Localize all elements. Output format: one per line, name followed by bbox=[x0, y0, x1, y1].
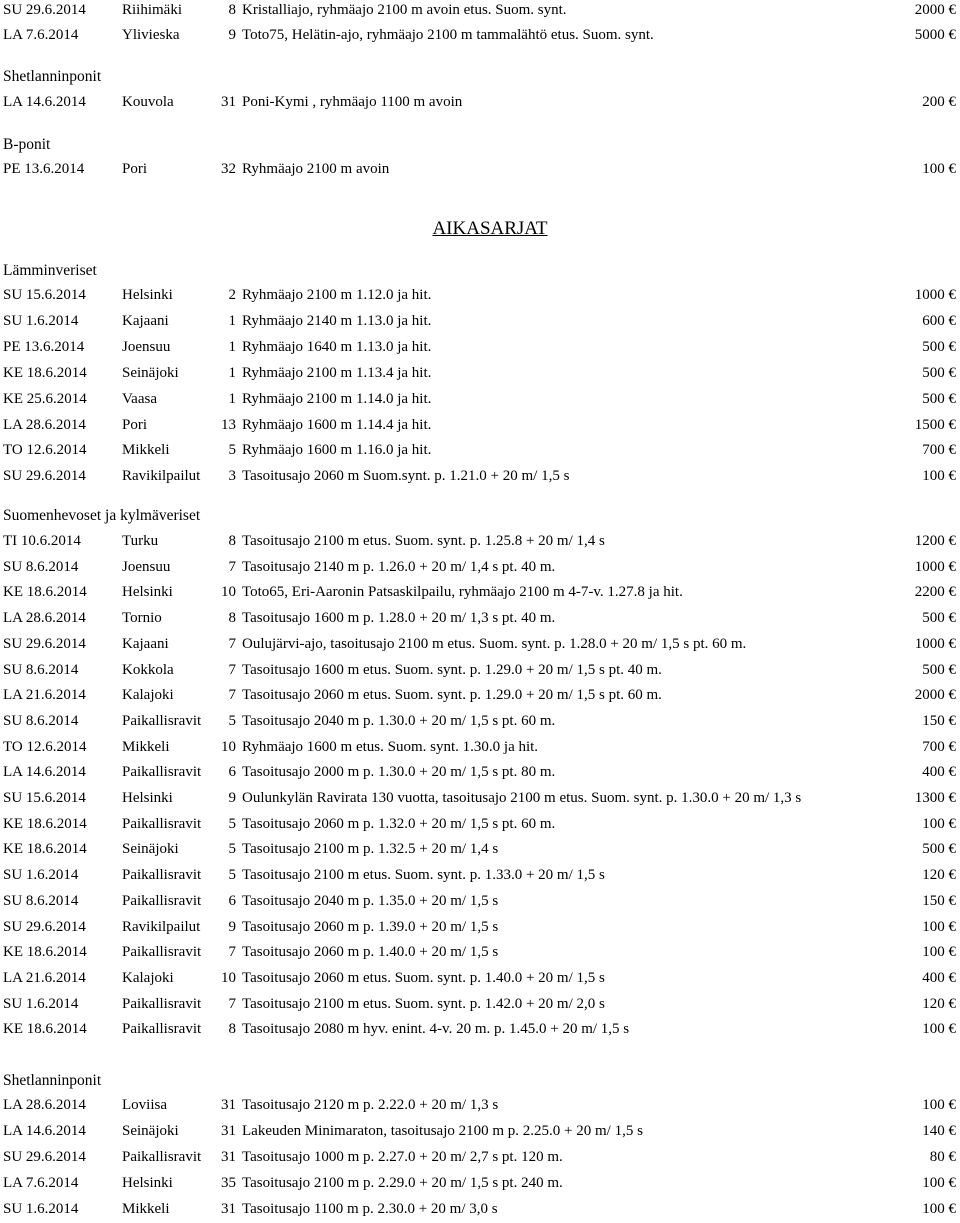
race-description: Tasoitusajo 2100 m p. 2.29.0 + 20 m/ 1,5 s pt. 240 m. bbox=[242, 1175, 563, 1191]
race-number: 7 bbox=[228, 944, 236, 961]
race-number: 7 bbox=[228, 687, 236, 704]
race-place: Kalajoki bbox=[122, 969, 174, 986]
race-number: 1 bbox=[228, 390, 236, 407]
race-prize: 500 € bbox=[922, 390, 956, 407]
race-place: Mikkeli bbox=[122, 1201, 170, 1217]
race-description: Tasoitusajo 2100 m p. 1.32.5 + 20 m/ 1,4 s bbox=[242, 841, 499, 858]
race-number: 8 bbox=[228, 2, 236, 18]
table-row bbox=[0, 737, 960, 761]
section-title-shetlanninponit: Shetlanninponit bbox=[3, 68, 102, 85]
race-place: Paikallisravit bbox=[122, 815, 202, 832]
race-description: Ryhmäajo 1640 m 1.13.0 ja hit. bbox=[242, 338, 432, 355]
race-prize: 150 € bbox=[922, 712, 956, 729]
race-description: Tasoitusajo 2040 m p. 1.35.0 + 20 m/ 1,5 s bbox=[242, 892, 499, 909]
race-description: Ryhmäajo 1600 m etus. Suom. synt. 1.30.0 ja hit. bbox=[242, 738, 539, 755]
table-row bbox=[0, 762, 960, 786]
race-description: Ryhmäajo 2100 m 1.14.0 ja hit. bbox=[242, 390, 432, 407]
race-description: Toto75, Helätin-ajo, ryhmäajo 2100 m tammalähtö etus. Suom. synt. bbox=[242, 27, 654, 43]
race-date: TO 12.6.2014 bbox=[3, 442, 87, 459]
section-title-bponit: B-ponit bbox=[3, 136, 51, 153]
table-row bbox=[0, 557, 960, 581]
race-date: PE 13.6.2014 bbox=[3, 338, 85, 355]
table-row bbox=[0, 415, 960, 439]
race-place: Helsinki bbox=[122, 1175, 173, 1191]
race-prize: 140 € bbox=[922, 1123, 956, 1139]
race-number: 1 bbox=[228, 312, 236, 329]
race-date: SU 1.6.2014 bbox=[3, 995, 79, 1012]
race-prize: 500 € bbox=[922, 338, 956, 355]
table-row bbox=[0, 1121, 960, 1145]
heading-text: AIKASARJAT bbox=[432, 218, 548, 239]
race-place: Seinäjoki bbox=[122, 364, 179, 381]
race-place: Paikallisravit bbox=[122, 764, 202, 781]
table-row bbox=[0, 363, 960, 387]
race-place: Paikallisravit bbox=[122, 892, 202, 909]
race-date: LA 28.6.2014 bbox=[3, 610, 86, 627]
race-description: Tasoitusajo 2100 m etus. Suom. synt. p. 1.33.0 + 20 m/ 1,5 s bbox=[242, 867, 605, 884]
race-description: Tasoitusajo 2060 m etus. Suom. synt. p. 1.29.0 + 20 m/ 1,5 s pt. 60 m. bbox=[242, 687, 662, 704]
race-number: 6 bbox=[228, 764, 236, 781]
race-number: 35 bbox=[221, 1175, 236, 1191]
race-prize: 120 € bbox=[922, 867, 956, 884]
table-row bbox=[0, 788, 960, 812]
table-row bbox=[0, 0, 960, 24]
race-description: Tasoitusajo 1600 m p. 1.28.0 + 20 m/ 1,3 s pt. 40 m. bbox=[242, 610, 556, 627]
race-prize: 5000 € bbox=[914, 27, 956, 43]
race-number: 32 bbox=[221, 161, 236, 177]
race-place: Ravikilpailut bbox=[122, 918, 201, 935]
heading-aikasarjat bbox=[0, 217, 960, 241]
race-prize: 1500 € bbox=[914, 416, 956, 433]
race-number: 2 bbox=[228, 287, 236, 303]
race-prize: 1000 € bbox=[914, 558, 956, 575]
race-description: Lakeuden Minimaraton, tasoitusajo 2100 m p. 2.25.0 + 20 m/ 1,5 s bbox=[242, 1123, 643, 1139]
race-date: SU 29.6.2014 bbox=[3, 468, 86, 485]
race-date: SU 1.6.2014 bbox=[3, 867, 79, 884]
race-date: LA 28.6.2014 bbox=[3, 416, 86, 433]
race-description: Tasoitusajo 1100 m p. 2.30.0 + 20 m/ 3,0 s bbox=[242, 1201, 498, 1217]
race-place: Paikallisravit bbox=[122, 1149, 202, 1165]
table-row bbox=[0, 466, 960, 490]
race-date: LA 21.6.2014 bbox=[3, 687, 86, 704]
table-row bbox=[0, 891, 960, 915]
race-prize: 2200 € bbox=[914, 584, 956, 601]
race-place: Tornio bbox=[122, 610, 162, 627]
table-row bbox=[0, 1199, 960, 1223]
race-prize: 100 € bbox=[922, 161, 956, 177]
race-place: Vaasa bbox=[122, 390, 157, 407]
race-date: SU 29.6.2014 bbox=[3, 918, 86, 935]
table-row bbox=[0, 1173, 960, 1197]
table-row bbox=[0, 942, 960, 966]
race-description: Tasoitusajo 1000 m p. 2.27.0 + 20 m/ 2,7 s pt. 120 m. bbox=[242, 1149, 563, 1165]
race-prize: 500 € bbox=[922, 364, 956, 381]
race-prize: 100 € bbox=[922, 815, 956, 832]
race-prize: 1000 € bbox=[914, 635, 956, 652]
section-title-lamminveriset: Lämminveriset bbox=[3, 262, 97, 279]
race-prize: 1000 € bbox=[914, 287, 956, 303]
race-place: Seinäjoki bbox=[122, 841, 179, 858]
race-prize: 100 € bbox=[922, 1097, 956, 1113]
race-place: Riihimäki bbox=[122, 2, 182, 18]
race-date: SU 29.6.2014 bbox=[3, 635, 86, 652]
race-date: KE 18.6.2014 bbox=[3, 364, 87, 381]
table-row bbox=[0, 685, 960, 709]
table-row bbox=[0, 1095, 960, 1119]
race-date: LA 14.6.2014 bbox=[3, 764, 86, 781]
race-number: 10 bbox=[221, 969, 236, 986]
race-place: Kajaani bbox=[122, 312, 169, 329]
race-date: SU 15.6.2014 bbox=[3, 790, 86, 806]
race-place: Pori bbox=[122, 161, 148, 177]
race-date: LA 21.6.2014 bbox=[3, 969, 86, 986]
race-date: KE 25.6.2014 bbox=[3, 390, 87, 407]
race-number: 7 bbox=[228, 635, 236, 652]
race-description: Tasoitusajo 2140 m p. 1.26.0 + 20 m/ 1,4 s pt. 40 m. bbox=[242, 558, 556, 575]
race-place: Ravikilpailut bbox=[122, 468, 201, 485]
race-prize: 100 € bbox=[922, 1175, 956, 1191]
race-place: Kajaani bbox=[122, 635, 169, 652]
race-number: 7 bbox=[228, 661, 236, 678]
race-place: Turku bbox=[122, 533, 159, 549]
race-number: 31 bbox=[221, 1149, 236, 1165]
race-date: SU 1.6.2014 bbox=[3, 1201, 79, 1217]
race-date: LA 7.6.2014 bbox=[3, 1175, 79, 1191]
table-row bbox=[0, 917, 960, 941]
race-description: Tasoitusajo 2120 m p. 2.22.0 + 20 m/ 1,3 s bbox=[242, 1097, 499, 1113]
table-row bbox=[0, 839, 960, 863]
race-prize: 500 € bbox=[922, 610, 956, 627]
race-number: 5 bbox=[228, 815, 236, 832]
race-place: Mikkeli bbox=[122, 442, 170, 459]
table-row bbox=[0, 311, 960, 335]
race-number: 31 bbox=[221, 1201, 236, 1217]
race-place: Paikallisravit bbox=[122, 1021, 202, 1038]
race-place: Joensuu bbox=[122, 558, 171, 575]
table-row bbox=[0, 634, 960, 658]
race-prize: 1300 € bbox=[914, 790, 956, 806]
race-prize: 120 € bbox=[922, 995, 956, 1012]
race-description: Tasoitusajo 2100 m etus. Suom. synt. p. 1.25.8 + 20 m/ 1,4 s bbox=[242, 533, 605, 549]
race-place: Seinäjoki bbox=[122, 1123, 179, 1139]
race-date: SU 8.6.2014 bbox=[3, 661, 79, 678]
race-place: Paikallisravit bbox=[122, 712, 202, 729]
table-row bbox=[0, 814, 960, 838]
race-number: 7 bbox=[228, 995, 236, 1012]
race-place: Paikallisravit bbox=[122, 944, 202, 961]
table-row bbox=[0, 582, 960, 606]
table-row bbox=[0, 865, 960, 889]
table-row bbox=[0, 389, 960, 413]
race-prize: 100 € bbox=[922, 468, 956, 485]
race-prize: 150 € bbox=[922, 892, 956, 909]
race-prize: 400 € bbox=[922, 764, 956, 781]
race-place: Pori bbox=[122, 416, 148, 433]
race-place: Joensuu bbox=[122, 338, 171, 355]
race-description: Oulujärvi-ajo, tasoitusajo 2100 m etus. Suom. synt. p. 1.28.0 + 20 m/ 1,5 s pt. 60 m. bbox=[242, 635, 747, 652]
section-title-shetlanninponit-2: Shetlanninponit bbox=[3, 1072, 102, 1089]
table-row bbox=[0, 608, 960, 632]
race-description: Tasoitusajo 1600 m etus. Suom. synt. p. 1.29.0 + 20 m/ 1,5 s pt. 40 m. bbox=[242, 661, 662, 678]
race-place: Kouvola bbox=[122, 94, 174, 110]
race-date: SU 29.6.2014 bbox=[3, 1149, 86, 1165]
race-number: 7 bbox=[228, 558, 236, 575]
race-number: 9 bbox=[228, 27, 236, 43]
race-date: KE 18.6.2014 bbox=[3, 1021, 87, 1038]
race-number: 5 bbox=[228, 867, 236, 884]
race-prize: 100 € bbox=[922, 1021, 956, 1038]
race-description: Tasoitusajo 2060 m etus. Suom. synt. p. 1.40.0 + 20 m/ 1,5 s bbox=[242, 969, 605, 986]
race-date: KE 18.6.2014 bbox=[3, 815, 87, 832]
race-number: 31 bbox=[221, 1123, 236, 1139]
race-place: Mikkeli bbox=[122, 738, 170, 755]
race-date: SU 8.6.2014 bbox=[3, 892, 79, 909]
race-prize: 600 € bbox=[922, 312, 956, 329]
race-date: KE 18.6.2014 bbox=[3, 944, 87, 961]
race-description: Ryhmäajo 1600 m 1.16.0 ja hit. bbox=[242, 442, 432, 459]
race-description: Ryhmäajo 1600 m 1.14.4 ja hit. bbox=[242, 416, 432, 433]
table-row bbox=[0, 25, 960, 49]
race-date: LA 7.6.2014 bbox=[3, 27, 79, 43]
race-prize: 1200 € bbox=[914, 533, 956, 549]
race-place: Loviisa bbox=[122, 1097, 167, 1113]
race-prize: 200 € bbox=[922, 94, 956, 110]
table-row bbox=[0, 531, 960, 555]
table-row bbox=[0, 994, 960, 1018]
race-number: 13 bbox=[221, 416, 236, 433]
race-number: 9 bbox=[228, 918, 236, 935]
race-description: Tasoitusajo 2080 m hyv. enint. 4-v. 20 m. p. 1.45.0 + 20 m/ 1,5 s bbox=[242, 1021, 630, 1038]
table-row bbox=[0, 285, 960, 309]
race-description: Tasoitusajo 2000 m p. 1.30.0 + 20 m/ 1,5 s pt. 80 m. bbox=[242, 764, 556, 781]
table-row bbox=[0, 660, 960, 684]
race-number: 8 bbox=[228, 610, 236, 627]
race-date: LA 28.6.2014 bbox=[3, 1097, 86, 1113]
race-prize: 500 € bbox=[922, 841, 956, 858]
race-number: 5 bbox=[228, 712, 236, 729]
race-date: SU 1.6.2014 bbox=[3, 312, 79, 329]
race-prize: 100 € bbox=[922, 1201, 956, 1217]
race-date: KE 18.6.2014 bbox=[3, 841, 87, 858]
race-number: 31 bbox=[221, 1097, 236, 1113]
race-prize: 100 € bbox=[922, 944, 956, 961]
race-date: TO 12.6.2014 bbox=[3, 738, 87, 755]
race-prize: 2000 € bbox=[914, 2, 956, 18]
table-row bbox=[0, 1147, 960, 1171]
race-description: Kristalliajo, ryhmäajo 2100 m avoin etus. Suom. synt. bbox=[242, 2, 567, 18]
race-description: Toto65, Eri-Aaronin Patsaskilpailu, ryhmäajo 2100 m 4-7-v. 1.27.8 ja hit. bbox=[242, 584, 683, 601]
race-date: KE 18.6.2014 bbox=[3, 584, 87, 601]
table-row bbox=[0, 711, 960, 735]
race-description: Tasoitusajo 2060 m p. 1.39.0 + 20 m/ 1,5 s bbox=[242, 918, 499, 935]
race-number: 9 bbox=[228, 790, 236, 806]
race-description: Ryhmäajo 2100 m 1.13.4 ja hit. bbox=[242, 364, 432, 381]
race-description: Poni-Kymi , ryhmäajo 1100 m avoin bbox=[242, 94, 463, 110]
race-number: 1 bbox=[228, 338, 236, 355]
race-date: SU 29.6.2014 bbox=[3, 2, 86, 18]
race-number: 8 bbox=[228, 1021, 236, 1038]
race-number: 10 bbox=[221, 584, 236, 601]
race-number: 10 bbox=[221, 738, 236, 755]
section-title-suomenhevoset: Suomenhevoset ja kylmäveriset bbox=[3, 507, 201, 524]
race-description: Tasoitusajo 2100 m etus. Suom. synt. p. 1.42.0 + 20 m/ 2,0 s bbox=[242, 995, 605, 1012]
race-date: PE 13.6.2014 bbox=[3, 161, 85, 177]
table-row bbox=[0, 440, 960, 464]
race-date: TI 10.6.2014 bbox=[3, 533, 81, 549]
race-number: 8 bbox=[228, 533, 236, 549]
race-prize: 700 € bbox=[922, 442, 956, 459]
race-place: Helsinki bbox=[122, 584, 173, 601]
race-number: 31 bbox=[221, 94, 236, 110]
race-place: Helsinki bbox=[122, 790, 173, 806]
race-description: Ryhmäajo 2100 m avoin bbox=[242, 161, 390, 177]
table-row bbox=[0, 1019, 960, 1043]
race-number: 5 bbox=[228, 841, 236, 858]
race-description: Tasoitusajo 2060 m p. 1.32.0 + 20 m/ 1,5 s pt. 60 m. bbox=[242, 815, 556, 832]
race-place: Paikallisravit bbox=[122, 995, 202, 1012]
race-prize: 400 € bbox=[922, 969, 956, 986]
race-prize: 2000 € bbox=[914, 687, 956, 704]
race-prize: 500 € bbox=[922, 661, 956, 678]
race-place: Kalajoki bbox=[122, 687, 174, 704]
race-number: 1 bbox=[228, 364, 236, 381]
race-number: 6 bbox=[228, 892, 236, 909]
race-prize: 80 € bbox=[929, 1149, 956, 1165]
race-place: Ylivieska bbox=[122, 27, 180, 43]
race-date: SU 8.6.2014 bbox=[3, 558, 79, 575]
race-number: 5 bbox=[228, 442, 236, 459]
race-date: SU 8.6.2014 bbox=[3, 712, 79, 729]
race-prize: 700 € bbox=[922, 738, 956, 755]
race-description: Tasoitusajo 2060 m p. 1.40.0 + 20 m/ 1,5 s bbox=[242, 944, 499, 961]
race-description: Tasoitusajo 2060 m Suom.synt. p. 1.21.0 + 20 m/ 1,5 s bbox=[242, 468, 570, 485]
table-row bbox=[0, 337, 960, 361]
race-place: Helsinki bbox=[122, 287, 173, 303]
race-description: Oulunkylän Ravirata 130 vuotta, tasoitusajo 2100 m etus. Suom. synt. p. 1.30.0 + 20 m/ 1,3 s bbox=[242, 790, 802, 806]
race-number: 3 bbox=[228, 468, 236, 485]
race-prize: 100 € bbox=[922, 918, 956, 935]
table-row bbox=[0, 968, 960, 992]
table-row bbox=[0, 92, 960, 116]
race-date: SU 15.6.2014 bbox=[3, 287, 86, 303]
race-description: Tasoitusajo 2040 m p. 1.30.0 + 20 m/ 1,5 s pt. 60 m. bbox=[242, 712, 556, 729]
race-place: Kokkola bbox=[122, 661, 174, 678]
race-date: LA 14.6.2014 bbox=[3, 1123, 86, 1139]
race-date: LA 14.6.2014 bbox=[3, 94, 86, 110]
table-row bbox=[0, 159, 960, 183]
race-place: Paikallisravit bbox=[122, 867, 202, 884]
race-description: Ryhmäajo 2100 m 1.12.0 ja hit. bbox=[242, 287, 432, 303]
race-description: Ryhmäajo 2140 m 1.13.0 ja hit. bbox=[242, 312, 432, 329]
